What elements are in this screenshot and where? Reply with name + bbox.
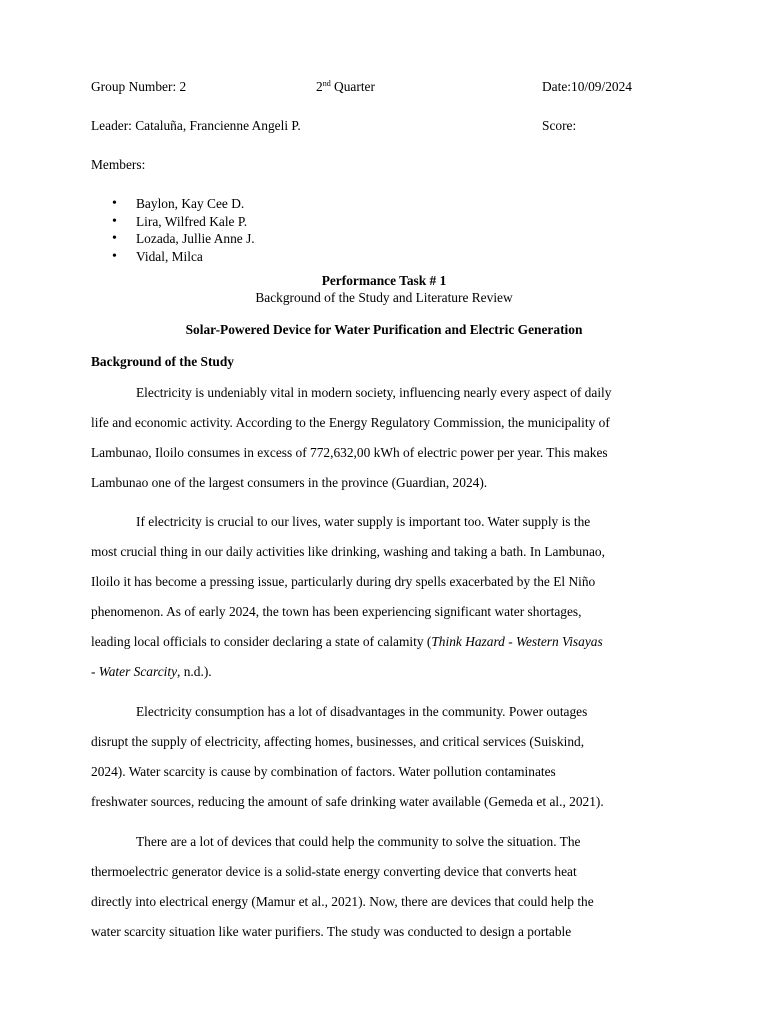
paragraph-line: life and economic activity. According to the Energy Regulatory Commission, the municipality of <box>91 415 610 430</box>
group-number: Group Number: 2 <box>91 79 187 94</box>
section-heading: Background of the Study <box>91 354 234 369</box>
date: Date:10/09/2024 <box>542 79 633 94</box>
paragraph-line <box>91 634 603 650</box>
paragraph-line: 2024). Water scarcity is cause by combination of factors. Water pollution contaminates <box>91 764 556 779</box>
paragraph-line: There are a lot of devices that could help the community to solve the situation. The <box>136 834 581 849</box>
members-label: Members: <box>91 157 146 172</box>
paragraph-line: phenomenon. As of early 2024, the town has been experiencing significant water shortages, <box>91 604 582 619</box>
paragraph-line: thermoelectric generator device is a solid-state energy converting device that converts heat <box>91 864 577 879</box>
task-subtitle: Background of the Study and Literature Review <box>255 290 513 305</box>
member-item: • Lozada, Jullie Anne J. <box>104 230 255 248</box>
paragraph-line: Lambunao one of the largest consumers in the province (Guardian, 2024). <box>91 475 488 490</box>
leader: Leader: Cataluña, Francienne Angeli P. <box>91 118 301 133</box>
citation-italic: - Water Scarcity <box>91 664 178 679</box>
member-item: • Baylon, Kay Cee D. <box>104 195 255 213</box>
paragraph-line: water scarcity situation like water purifiers. The study was conducted to design a portable <box>91 924 572 939</box>
quarter-word: Quarter <box>330 79 375 94</box>
paragraph-line <box>91 664 212 680</box>
quarter-number: 2 <box>316 79 323 94</box>
paragraph-line: If electricity is crucial to our lives, water supply is important too. Water supply is the <box>136 514 591 529</box>
paragraph-line: most crucial thing in our daily activities like drinking, washing and taking a bath. In Lambunao, <box>91 544 605 559</box>
member-item: • Vidal, Milca <box>104 248 255 266</box>
paragraph-line: Electricity is undeniably vital in modern society, influencing nearly every aspect of daily <box>136 385 612 400</box>
quarter-ordinal: nd <box>322 79 331 88</box>
citation-italic: Think Hazard - Western Visayas <box>431 634 603 649</box>
paragraph-line: disrupt the supply of electricity, affecting homes, businesses, and critical services (Suiskind, <box>91 734 585 749</box>
paragraph-line: Lambunao, Iloilo consumes in excess of 772,632,00 kWh of electric power per year. This makes <box>91 445 608 460</box>
score: Score: <box>542 118 577 133</box>
quarter <box>316 79 375 95</box>
members-list <box>104 195 255 265</box>
task-title: Performance Task # 1 <box>321 273 447 288</box>
member-item: • Lira, Wilfred Kale P. <box>104 213 255 231</box>
paragraph-line: Electricity consumption has a lot of disadvantages in the community. Power outages <box>136 704 588 719</box>
paragraph-line: Iloilo it has become a pressing issue, particularly during dry spells exacerbated by the El Niño <box>91 574 596 589</box>
paragraph-line: freshwater sources, reducing the amount of safe drinking water available (Gemeda et al., 2021). <box>91 794 604 809</box>
text-run: leading local officials to consider declaring a state of calamity ( <box>91 634 432 649</box>
project-title: Solar-Powered Device for Water Purification and Electric Generation <box>185 322 583 337</box>
paragraph-line: directly into electrical energy (Mamur et al., 2021). Now, there are devices that could help the <box>91 894 594 909</box>
text-run: , n.d.). <box>177 664 212 679</box>
